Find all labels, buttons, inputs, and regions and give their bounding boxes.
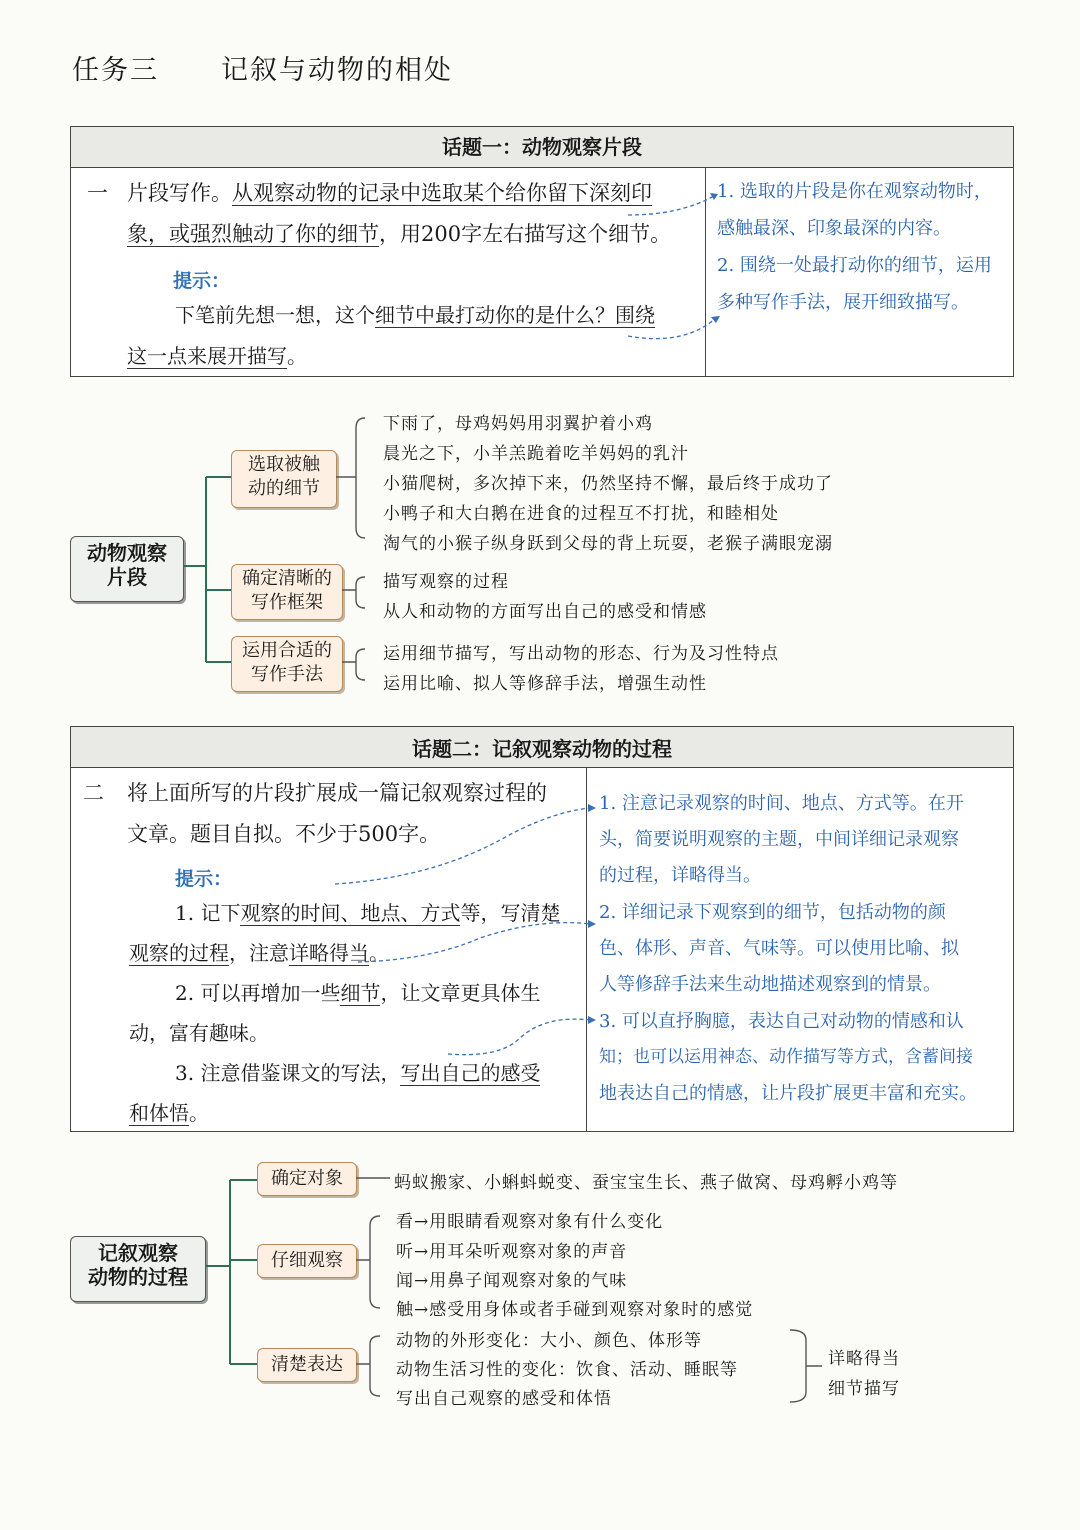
map2-leaf-3-3: 写出自己观察的感受和体悟	[396, 1389, 612, 1409]
map1-leaf-2-2: 从人和动物的方面写出自己的感受和情感	[383, 602, 707, 622]
map1-leaf-1-5: 淘气的小猴子纵身跃到父母的背上玩耍，老猴子满眼宠溺	[383, 534, 833, 554]
map2-leaf-3-2: 动物生活习性的变化：饮食、活动、睡眠等	[396, 1360, 738, 1380]
map2-leaf-1-1: 蚂蚁搬家、小蝌蚪蜕变、蚕宝宝生长、燕子做窝、母鸡孵小鸡等	[394, 1173, 898, 1193]
topic2-hint-line-4: 动，富有趣味。	[129, 1021, 269, 1045]
map1-leaf-1-1: 下雨了，母鸡妈妈用羽翼护着小鸡	[383, 414, 653, 434]
t1-arrow-2	[628, 318, 716, 339]
map1-leaf-2-1: 描写观察的过程	[383, 572, 509, 592]
topic2-hint-label: 提示：	[175, 868, 233, 890]
t2-h2-a: 观察的过程	[129, 941, 229, 965]
t2-h1-c: 等，写清楚	[460, 901, 561, 925]
topic1-note-1: 1. 选取的片段是你在观察动物时，	[717, 181, 992, 202]
t1-l2-a: 象，或强烈触动了你的细节	[127, 222, 379, 246]
map1-bracket-1	[336, 418, 365, 538]
topic2-note-3: 的过程，详略得当。	[599, 865, 761, 886]
t2-h3-c: ，让文章更具体生	[380, 981, 541, 1005]
map2-branch-2-label: 仔细观察	[271, 1250, 343, 1271]
topic2-line-2: 文章。题目自拟。不少于500字。	[127, 822, 441, 846]
t1-h1-b: 细节中最打动你的是什么？围绕	[375, 303, 655, 327]
topic2-line-1: 将上面所写的片段扩展成一篇记叙观察过程的	[127, 781, 547, 805]
topic2-title: 话题二：记叙观察动物的过程	[71, 727, 1013, 768]
map1-leaf-1-3: 小猫爬树，多次掉下来，仍然坚持不懈，最后终于成功了	[383, 474, 833, 494]
map2-branch-3-label: 清楚表达	[271, 1354, 343, 1375]
t2-h2-b: ，注意	[229, 941, 289, 965]
t2-h5-a: 3. 注意借鉴课文的写法，	[175, 1061, 401, 1085]
topic2-note-2: 头，简要说明观察的主题，中间详细记录观察	[599, 829, 959, 850]
map1-branch-1-line-2: 动的细节	[248, 478, 320, 499]
topic1-hint-label: 提示：	[173, 270, 231, 292]
map2-branch-1-label: 确定对象	[271, 1168, 343, 1189]
t2-h1-a: 1. 记下	[175, 901, 241, 925]
map2-extra-2: 细节描写	[828, 1379, 900, 1399]
topic2-note-6: 人等修辞手法来生动地描述观察到的情景。	[599, 974, 941, 995]
t2-h2-c: 详略得当	[289, 941, 369, 965]
map2-bracket-right	[790, 1330, 822, 1402]
t1-l2-b: ，用200字左右描写这个细节。	[379, 222, 672, 246]
t1-arrowhead-2	[711, 316, 720, 323]
map1-bracket-2	[342, 577, 365, 608]
t2-h1-b: 观察的时间、地点、方式	[240, 901, 461, 925]
map2-leaf-2-4: 触→感受用身体或者手碰到观察对象时的感觉	[396, 1300, 754, 1320]
map2-root-line-2: 动物的过程	[88, 1265, 188, 1289]
map1-leaf-3-1: 运用细节描写，写出动物的形态、行为及习性特点	[383, 644, 779, 664]
map2-root-line-1: 记叙观察	[98, 1241, 178, 1265]
t2-h2-d: 。	[369, 941, 389, 965]
t2-arrowhead-2	[588, 920, 596, 928]
map2-leaf-2-3: 闻→用鼻子闻观察对象的气味	[396, 1271, 628, 1291]
t1-h2-a: 这一点来展开描写	[127, 344, 287, 368]
map1-leaf-1-4: 小鸭子和大白鹅在进食的过程互不打扰，和睦相处	[383, 504, 779, 524]
topic2-note-7: 3. 可以直抒胸臆，表达自己对动物的情感和认	[599, 1011, 964, 1032]
map1-leaf-1-2: 晨光之下，小羊羔跪着吃羊妈妈的乳汁	[383, 444, 689, 464]
map1-root-line-2: 片段	[107, 565, 147, 589]
task-title: 记叙与动物的相处	[221, 55, 453, 86]
topic2-number: 二	[83, 781, 104, 805]
map2-bracket-3	[356, 1336, 380, 1396]
t2-h5-b: 写出自己的感受	[400, 1061, 541, 1085]
t1-l1-c: 给你留下深刻印	[505, 181, 652, 205]
t1-l1-a: 片段写作。	[127, 181, 232, 205]
topic1-title: 话题一：动物观察片段	[71, 127, 1013, 168]
topic2-note-8: 知；也可以运用神态、动作描写等方式，含蓄间接	[599, 1047, 973, 1067]
map1-branch-2-line-2: 写作框架	[251, 592, 323, 613]
topic1-note-4: 多种写作手法，展开细致描写。	[717, 292, 969, 313]
topic1-note-2: 感触最深、印象最深的内容。	[717, 218, 951, 239]
map1-bracket-3	[342, 649, 365, 680]
t2-h6-a: 和体悟	[129, 1101, 189, 1125]
t1-arrow-1	[628, 196, 714, 215]
t2-arrow-2	[358, 923, 590, 962]
topic2-note-1: 1. 注意记录观察的时间、地点、方式等。在开	[599, 793, 964, 814]
map1-branch-3-line-2: 写作手法	[251, 664, 323, 685]
map1-branch-2-line-1: 确定清晰的	[242, 568, 332, 589]
map2-extra-1: 详略得当	[828, 1349, 900, 1369]
map1-branch-3-line-1: 运用合适的	[242, 640, 332, 661]
map2-bracket-2	[356, 1216, 380, 1308]
t2-arrowhead-1	[588, 804, 596, 812]
task-number: 任务三	[72, 55, 159, 86]
t2-h3-a: 2. 可以再增加一些	[175, 981, 341, 1005]
t2-h6-b: 。	[189, 1101, 209, 1125]
t1-h2-b: 。	[287, 344, 307, 368]
t1-h1-a: 下笔前先想一想，这个	[175, 303, 375, 327]
t2-arrow-1	[335, 808, 590, 884]
t2-h3-b: 细节	[340, 981, 381, 1005]
map1-leaf-3-2: 运用比喻、拟人等修辞手法，增强生动性	[383, 674, 707, 694]
map1-trunk	[183, 477, 231, 662]
t2-arrow-3	[448, 1019, 590, 1055]
topic2-note-4: 2. 详细记录下观察到的细节，包括动物的颜	[599, 902, 946, 923]
map1-root-line-1: 动物观察	[87, 541, 167, 565]
topic2-note-5: 色、体形、声音、气味等。可以使用比喻、拟	[599, 938, 959, 959]
map1-branch-1-line-1: 选取被触	[248, 454, 320, 475]
map2-leaf-2-2: 听→用耳朵听观察对象的声音	[396, 1242, 628, 1262]
t1-arrowhead-1	[710, 193, 718, 200]
topic1-number: 一	[87, 181, 108, 205]
topic1-note-3: 2. 围绕一处最打动你的细节，运用	[717, 255, 992, 276]
map2-trunk	[205, 1180, 257, 1364]
map2-leaf-2-1: 看→用眼睛看观察对象有什么变化	[396, 1212, 664, 1232]
t1-l1-b: 从观察动物的记录中选取某个	[232, 181, 505, 205]
t2-arrowhead-3	[588, 1016, 596, 1024]
topic2-note-9: 地表达自己的情感，让片段扩展更丰富和充实。	[599, 1083, 977, 1104]
map2-leaf-3-1: 动物的外形变化：大小、颜色、体形等	[396, 1331, 702, 1351]
